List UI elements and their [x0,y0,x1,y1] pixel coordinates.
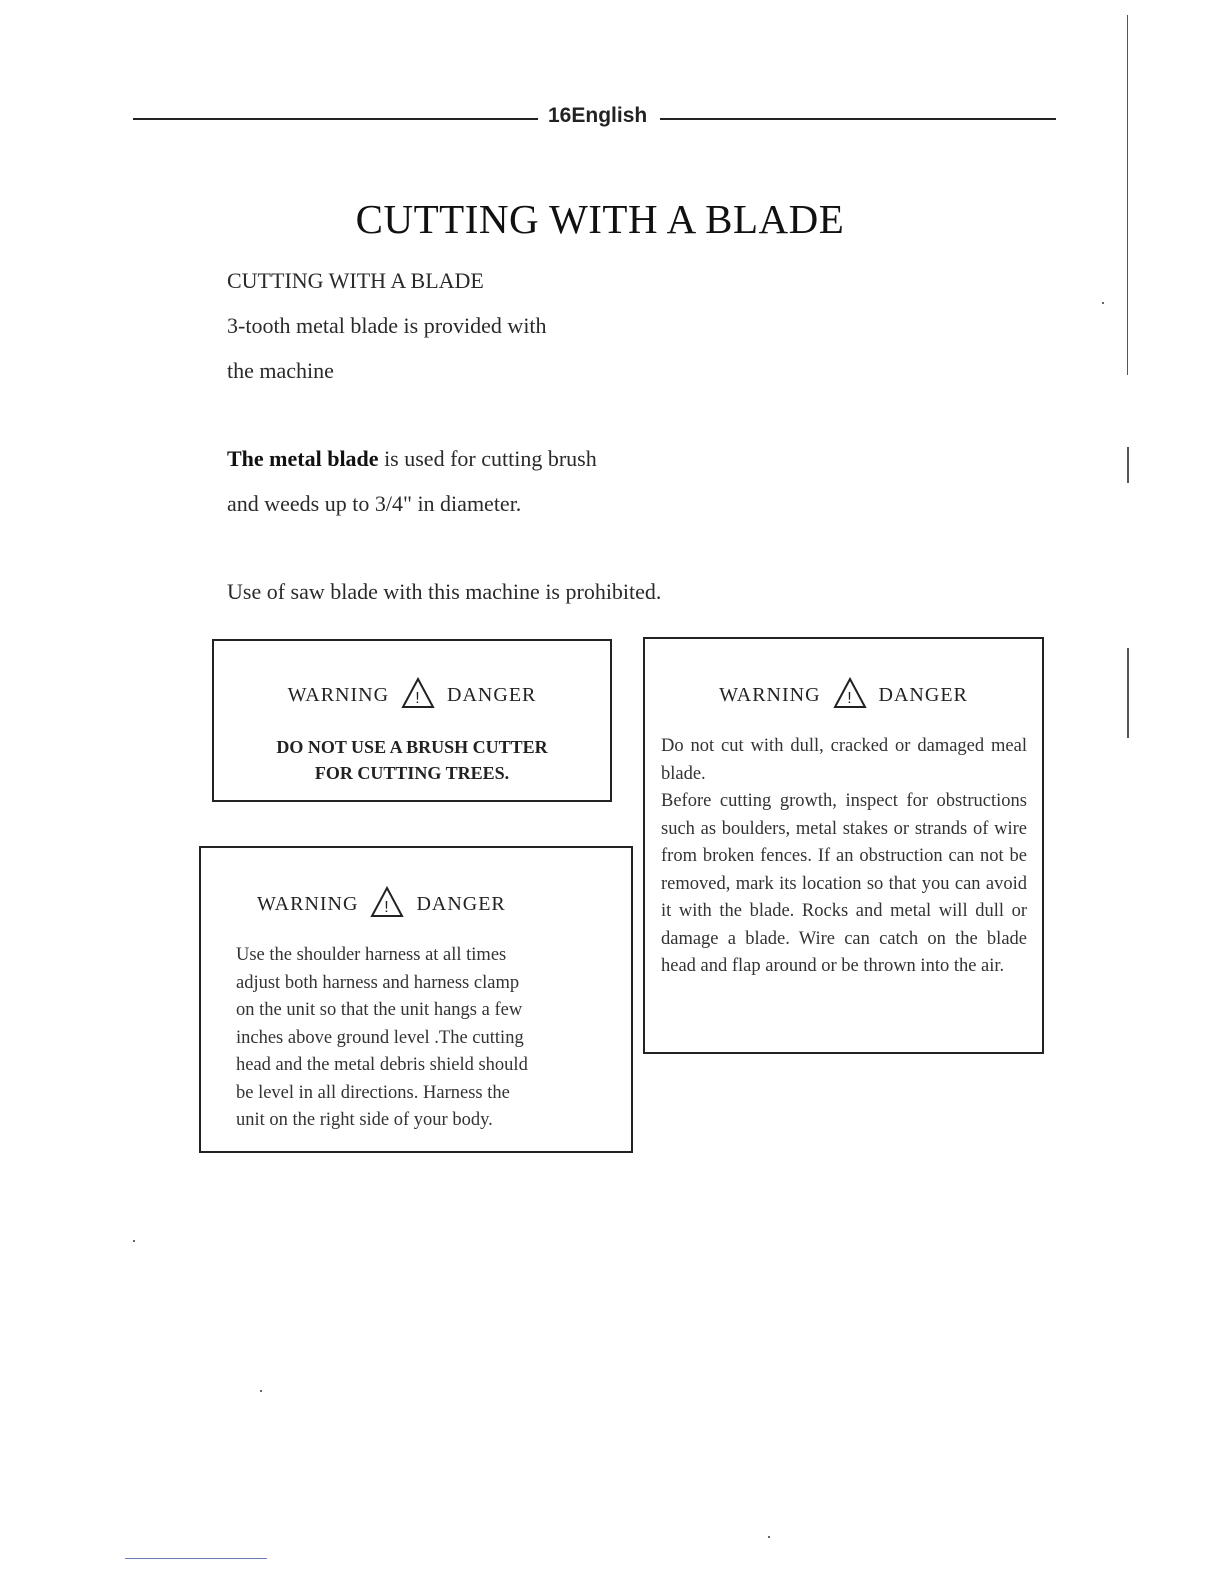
harness-line: Use the shoulder harness at all times [236,945,507,965]
warning-heading [214,677,610,715]
harness-line: on the unit so that the unit hangs a few [236,1000,523,1020]
danger-label: DANGER [447,684,537,706]
harness-line: unit on the right side of your body. [236,1110,493,1130]
warning-label: WARNING [287,684,390,706]
warning-triangle-icon [833,677,867,715]
warning-label: WARNING [257,893,359,915]
harness-line: head and the metal debris shield should [236,1055,528,1075]
intro-line-1: 3-tooth metal blade is provided with [227,313,547,338]
warning-text-line-1: DO NOT USE A BRUSH CUTTER [276,737,548,757]
intro-line-2: the machine [227,358,334,383]
warning-box-harness [199,846,633,1153]
warning-box-blade-condition [643,637,1044,1054]
section-heading: CUTTING WITH A BLADE [227,268,484,293]
warning-triangle-icon [401,677,435,715]
harness-instructions [236,942,616,1135]
warning-label: WARNING [719,684,821,706]
danger-label: DANGER [416,893,506,915]
warning-box-trees [212,639,612,802]
danger-label: DANGER [878,684,968,706]
metal-blade-bold: The metal blade [227,446,379,471]
scan-speck [1102,302,1104,304]
scan-margin-line [1127,15,1128,375]
header-rule-left [133,118,538,120]
header-rule-right [660,118,1056,120]
harness-line: inches above ground level .The cutting [236,1027,524,1048]
warning-heading [645,677,1042,715]
metal-blade-line [227,446,597,472]
scan-speck [260,1390,262,1392]
blade-condition-para-1: Do not cut with dull, cracked or damaged meal blade. [661,736,1027,784]
scan-speck [133,1240,135,1242]
scan-margin-line [1127,648,1129,738]
diameter-line: and weeds up to 3/4" in diameter. [227,491,522,516]
warning-triangle-icon [370,886,404,924]
svg-text:!: ! [415,690,421,707]
harness-line: be level in all directions. Harness the [236,1082,510,1103]
metal-blade-rest: is used for cutting brush [378,446,597,471]
svg-text:!: ! [384,899,391,916]
svg-text:!: ! [846,690,853,707]
page-number-label: 16English [548,104,648,127]
blade-condition-para-2: Before cutting growth, inspect for obstructions such as boulders, metal stakes or strands of wire from broken fences. If an obstruction can not be removed, mark its location so that you can avoid it with the blade. Rocks and metal will dull or damage a blade. Wire can catch on the blade head and flap around or be thrown into the air. [661,791,1027,976]
warning-heading [201,886,631,924]
blade-condition-text [661,733,1027,981]
scan-margin-line [1127,447,1129,483]
saw-blade-prohibited: Use of saw blade with this machine is prohibited. [227,579,662,604]
harness-line: adjust both harness and harness clamp [236,972,520,993]
scan-speck [768,1536,770,1538]
page-title: CUTTING WITH A BLADE [355,196,845,243]
warning-text-line-2: FOR CUTTING TREES. [314,763,510,783]
footer-rule [125,1558,267,1559]
